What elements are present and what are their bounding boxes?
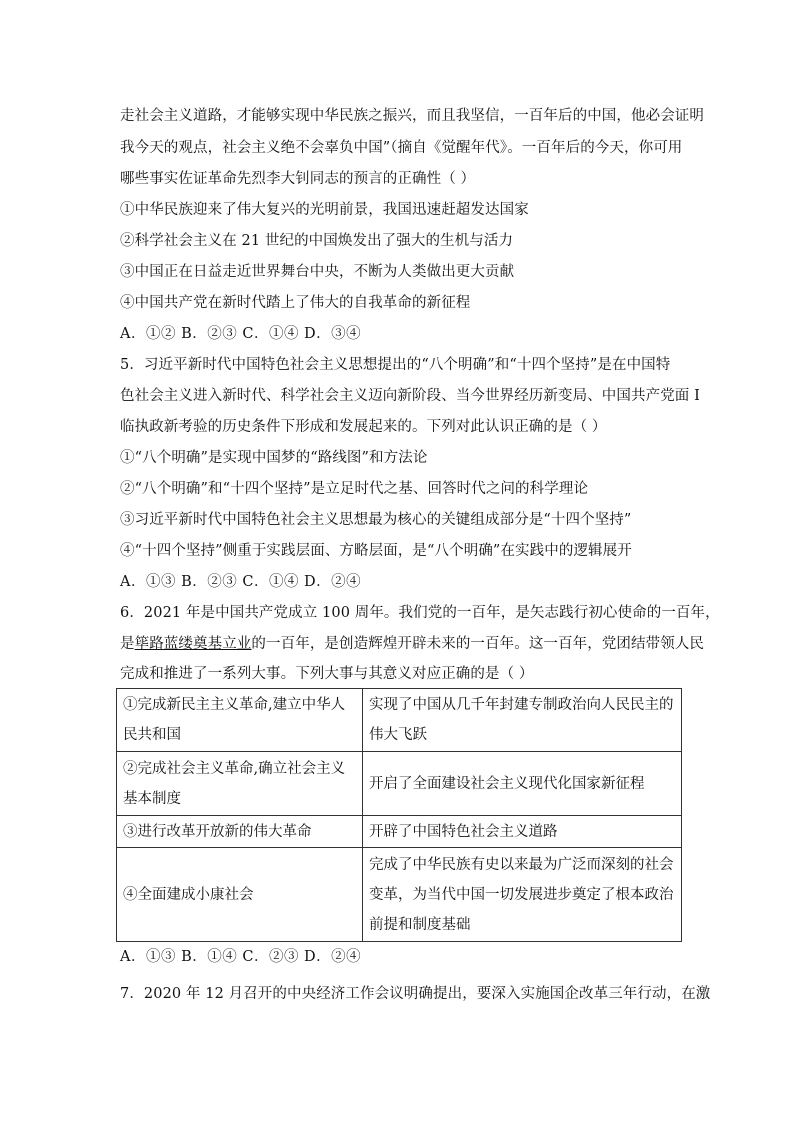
table-cell-event: ③进行改革开放新的伟大革命 (117, 816, 363, 848)
q4-options: A．①② B．②③ C．①④ D．③④ (120, 326, 362, 342)
q5-stem-line-3: 临执政新考验的历史条件下形成和发展起来的。下列对此认识正确的是（ ） (120, 419, 607, 435)
q5-stem-line-2: 色社会主义进入新时代、科学社会主义迈向新阶段、当今世界经历新变局、中国共产党面 I (120, 388, 700, 404)
q4-item-1: ①中华民族迎来了伟大复兴的光明前景，我国迅速赶超发达国家 (120, 202, 529, 218)
q5-item-2: ②“八个明确”和“十四个坚持”是立足时代之基、回答时代之问的科学理论 (120, 481, 589, 497)
table-cell-event: ②完成社会主义革命,确立社会主义基本制度 (117, 752, 363, 816)
table-cell-meaning: 开启了全面建设社会主义现代化国家新征程 (363, 752, 682, 816)
q4-stem-line-2: 我今天的观点，社会主义绝不会辜负中国”（摘自《觉醒年代》。一百年后的今天，你可用 (120, 140, 683, 156)
q6-underlined-phrase: 筚路蓝缕奠基立业 (134, 636, 252, 652)
q6-stem-line-2-pre: 是 (120, 636, 135, 652)
q6-stem-line-3: 完成和推进了一系列大事。下列大事与其意义对应正确的是（ ） (120, 666, 534, 682)
table-cell-meaning: 完成了中华民族有史以来最为广泛而深刻的社会变革，为当代中国一切发展进步奠定了根本政治前提和制度基础 (363, 848, 682, 942)
q4-stem-line-1: 走社会主义道路，才能够实现中华民族之振兴，而且我坚信，一百年后的中国，他必会证明 (120, 108, 704, 124)
table-row (117, 752, 682, 816)
table-cell-meaning: 开辟了中国特色社会主义道路 (363, 816, 682, 848)
q6-events-table (116, 688, 682, 942)
table-cell-event: ④全面建成小康社会 (117, 848, 363, 942)
table-row (117, 816, 682, 848)
q5-item-1: ①“八个明确”是实现中国梦的“路线图”和方法论 (120, 450, 428, 466)
table-row (117, 689, 682, 752)
table-row (117, 848, 682, 942)
q6-stem-line-2 (120, 634, 705, 654)
table-cell-meaning: 实现了中国从几千年封建专制政治向人民民主的伟大飞跃 (363, 689, 682, 752)
q5-item-4: ④“十四个坚持”侧重于实践层面、方略层面，是“八个明确”在实践中的逻辑展开 (120, 543, 632, 559)
q6-stem-line-2-post: 的一百年，是创造辉煌开辟未来的一百年。这一百年，党团结带领人民 (251, 636, 705, 652)
q6-stem-line-1: 6．2021 年是中国共产党成立 100 周年。我们党的一百年，是矢志践行初心使命的一百年， (120, 605, 720, 621)
q4-stem-line-3: 哪些事实佐证革命先烈李大钊同志的预言的正确性（ ） (120, 171, 476, 187)
table-cell-event: ①完成新民主主义革命,建立中华人民共和国 (117, 689, 363, 752)
q5-options: A．①③ B．②③ C．①④ D．②④ (120, 574, 362, 590)
q5-stem-line-1: 5．习近平新时代中国特色社会主义思想提出的“八个明确”和“十四个坚持”是在中国特 (120, 357, 671, 373)
q5-item-3: ③习近平新时代中国特色社会主义思想最为核心的关键组成部分是“十四个坚持” (120, 512, 632, 528)
q7-stem-line-1: 7．2020 年 12 月召开的中央经济工作会议明确提出，要深入实施国企改革三年行动，在激 (120, 986, 711, 1002)
q4-item-2: ②科学社会主义在 21 世纪的中国焕发出了强大的生机与活力 (120, 233, 514, 249)
q4-item-4: ④中国共产党在新时代踏上了伟大的自我革命的新征程 (120, 295, 471, 311)
q4-item-3: ③中国正在日益走近世界舞台中央，不断为人类做出更大贡献 (120, 264, 515, 280)
q6-options: A．①③ B．①④ C．②③ D．②④ (120, 949, 362, 965)
